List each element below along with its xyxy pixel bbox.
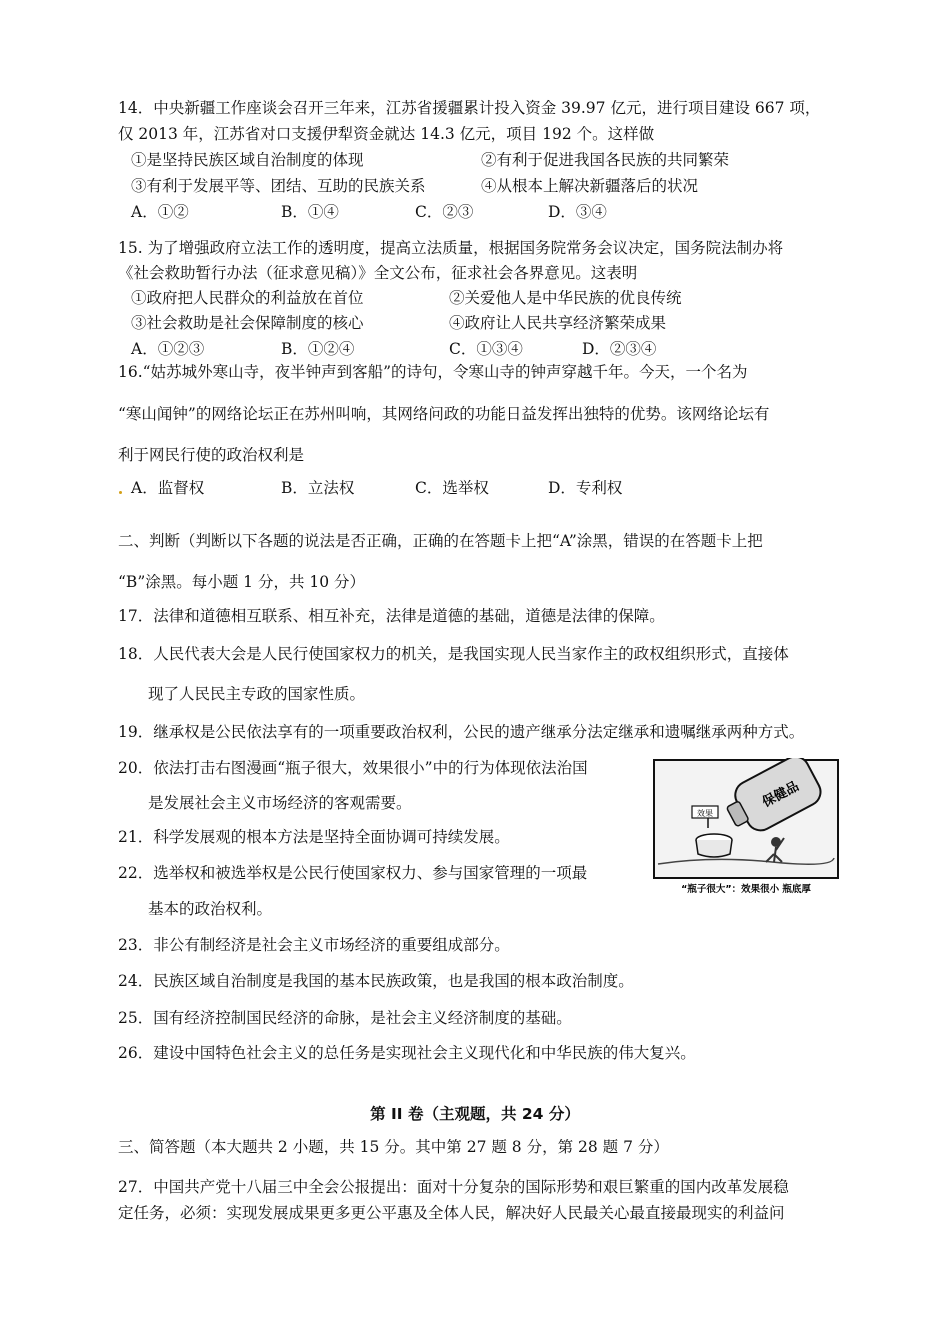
judge-q23: 23．非公有制经济是社会主义市场经济的重要组成部分。 (118, 936, 510, 954)
section2-line2: “B”涂黑。每小题 1 分，共 10 分） (118, 573, 366, 591)
judge-q22-line2: 基本的政治权利。 (148, 900, 273, 918)
section2-line1: 二、判断（判断以下各题的说法是否正确，正确的在答题卡上把“A”涂黑，错误的在答题卡上把 (118, 532, 763, 550)
q14-choice-a: A．①② (131, 203, 189, 221)
q16-line1: 16.“姑苏城外寒山寺，夜半钟声到客船”的诗句，令寒山寺的钟声穿越千年。今天，一个名为 (118, 363, 748, 381)
q16-choice-c: C．选举权 (415, 479, 489, 497)
q27-line1: 27．中国共产党十八届三中全会公报提出：面对十分复杂的国际形势和艰巨繁重的国内改革发展稳 (118, 1178, 789, 1196)
section3-heading: 三、简答题（本大题共 2 小题，共 15 分。其中第 27 题 8 分，第 28 题 7 分） (118, 1138, 669, 1156)
q15-choice-b: B．①②④ (281, 340, 355, 358)
q14-line1: 14．中央新疆工作座谈会召开三年来，江苏省援疆累计投入资金 39.97 亿元，进行项目建设 667 项， (118, 99, 821, 117)
q14-line2: 仅 2013 年，江苏省对口支援伊犁资金就达 14.3 亿元，项目 192 个。这样做 (118, 125, 655, 143)
q15-choice-d: D．②③④ (582, 340, 657, 358)
q16-line2: “寒山闻钟”的网络论坛正在苏州叫响，其网络问政的功能日益发挥出独特的优势。该网络论坛有 (118, 405, 770, 423)
q15-choice-c: C．①③④ (449, 340, 523, 358)
judge-q21: 21．科学发展观的根本方法是坚持全面协调可持续发展。 (118, 828, 510, 846)
judge-q20-line1: 20．依法打击右图漫画“瓶子很大，效果很小”中的行为体现依法治国 (118, 759, 588, 777)
q15-option-1: ①政府把人民群众的利益放在首位 (131, 289, 364, 307)
cartoon-drawing (652, 758, 840, 898)
q14-choice-c: C．②③ (415, 203, 474, 221)
ink-speck (119, 491, 122, 494)
q14-choice-d: D．③④ (548, 203, 607, 221)
part2-title: 第 II 卷（主观题，共 24 分） (370, 1105, 580, 1123)
q16-choice-b: B．立法权 (281, 479, 355, 497)
q14-choice-b: B．①④ (281, 203, 339, 221)
cartoon-sign-label: 效果 (697, 809, 713, 818)
q14-option-1: ①是坚持民族区域自治制度的体现 (131, 151, 364, 169)
q27-line2: 定任务，必须：实现发展成果更多更公平惠及全体人民，解决好人民最关心最直接最现实的利益问 (118, 1204, 785, 1222)
judge-q18-line1: 18．人民代表大会是人民行使国家权力的机关，是我国实现人民当家作主的政权组织形式，直接体 (118, 645, 789, 663)
q16-choice-d: D．专利权 (548, 479, 623, 497)
q15-line1: 15. 为了增强政府立法工作的透明度，提高立法质量，根据国务院常务会议决定，国务院法制办将 (118, 239, 784, 257)
q14-option-2: ②有利于促进我国各民族的共同繁荣 (481, 151, 730, 169)
q14-option-3: ③有利于发展平等、团结、互助的民族关系 (131, 177, 426, 195)
judge-q20-line2: 是发展社会主义市场经济的客观需要。 (148, 794, 412, 812)
judge-q24: 24．民族区域自治制度是我国的基本民族政策，也是我国的根本政治制度。 (118, 972, 634, 990)
q16-line3: 利于网民行使的政治权利是 (118, 446, 305, 464)
q15-option-2: ②关爱他人是中华民族的优良传统 (449, 289, 682, 307)
cartoon-bottle-label: 保健品 (760, 779, 802, 811)
judge-q22-line1: 22．选举权和被选举权是公民行使国家权力、参与国家管理的一项最 (118, 864, 588, 882)
cartoon-caption: “瓶子很大”：效果很小 瓶底厚 (681, 884, 811, 895)
q15-choice-a: A．①②③ (131, 340, 205, 358)
q15-option-3: ③社会救助是社会保障制度的核心 (131, 314, 364, 332)
q16-choice-a: A．监督权 (131, 479, 205, 497)
judge-q26: 26．建设中国特色社会主义的总任务是实现社会主义现代化和中华民族的伟大复兴。 (118, 1044, 696, 1062)
judge-q18-line2: 现了人民民主专政的国家性质。 (148, 685, 366, 703)
q15-line2: 《社会救助暂行办法（征求意见稿）》全文公布，征求社会各界意见。这表明 (118, 264, 638, 282)
judge-q17: 17．法律和道德相互联系、相互补充，法律是道德的基础，道德是法律的保障。 (118, 607, 665, 625)
judge-q25: 25．国有经济控制国民经济的命脉，是社会主义经济制度的基础。 (118, 1009, 572, 1027)
cartoon-illustration (652, 758, 840, 898)
judge-q19: 19．继承权是公民依法享有的一项重要政治权利，公民的遗产继承分法定继承和遗嘱继承两种方式。 (118, 723, 805, 741)
q15-option-4: ④政府让人民共享经济繁荣成果 (449, 314, 667, 332)
q14-option-4: ④从根本上解决新疆落后的状况 (481, 177, 699, 195)
